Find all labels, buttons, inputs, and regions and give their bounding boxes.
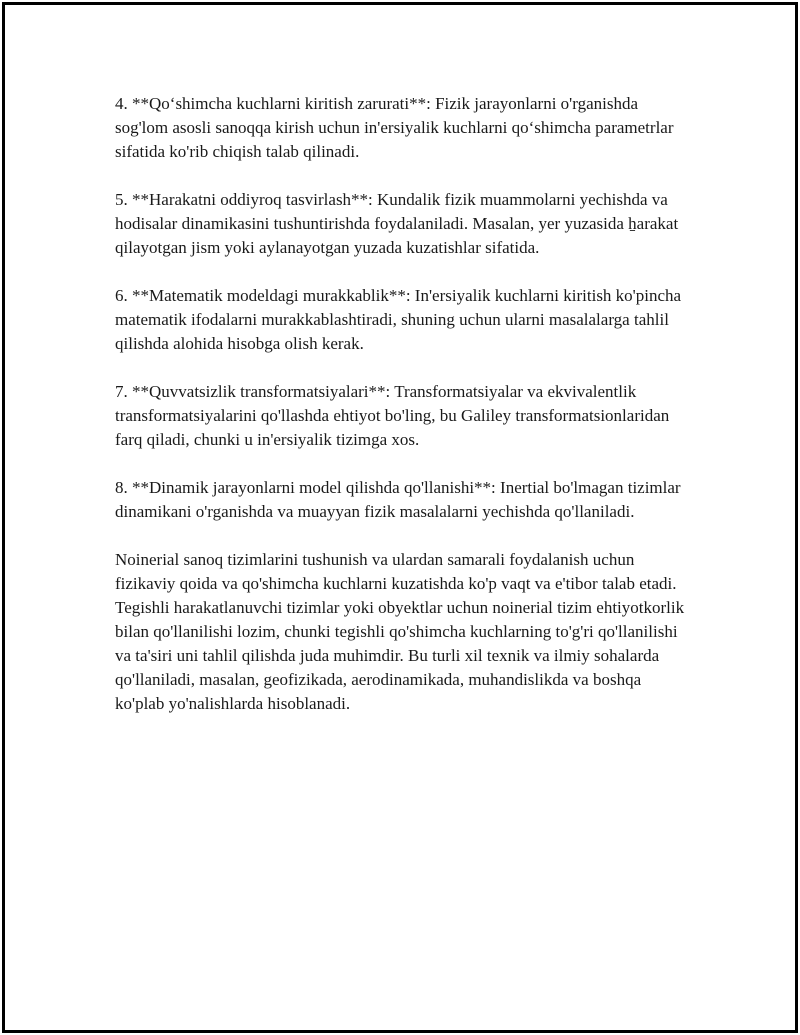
document-body <box>115 92 685 740</box>
paragraph-item-5: 5. **Harakatni oddiyroq tasvirlash**: Kundalik fizik muammolarni yechishda va hodisalar dinamikasini tushuntirishda foydalaniladi. Masalan, yer yuzasida ẖarakat qilayotgan jism yoki aylanayotgan yuzada kuzatishlar sifatida. <box>115 190 679 257</box>
paragraph-item-4: 4. **Qo‘shimcha kuchlarni kiritish zarurati**: Fizik jarayonlarni o'rganishda sog'lom asosli sanoqqa kirish uchun in'ersiyalik kuchlarni qo‘shimcha parametrlar sifatida ko'rib chiqish talab qilinadi. <box>115 94 674 161</box>
paragraph-item-8: 8. **Dinamik jarayonlarni model qilishda qo'llanishi**: Inertial bo'lmagan tizimlar dinamikani o'rganishda va muayyan fizik masalalarni yechishda qo'llaniladi. <box>115 478 681 521</box>
paragraph-item-6: 6. **Matematik modeldagi murakkablik**: In'ersiyalik kuchlarni kiritish ko'pincha matematik ifodalarni murakkablashtiradi, shuning uchun ularni masalalarga tahlil qilishda alohida hisobga olish kerak. <box>115 286 682 353</box>
paragraph-summary: Noinerial sanoq tizimlarini tushunish va ulardan samarali foydalanish uchun fizikaviy qoida va qo'shimcha kuchlarni kuzatishda ko'p vaqt va e'tibor talab etadi. Tegishli harakatlanuvchi tizimlar yoki obyektlar uchun noinerial tizim ehtiyotkorlik bilan qo'llanilishi lozim, chunki tegishli qo'shimcha kuchlarning to'g'ri qo'llanilishi va ta'siri uni tahlil qilishda juda muhimdir. Bu turli xil texnik va ilmiy sohalarda qo'llaniladi, masalan, geofizikada, aerodinamikada, muhandislikda va boshqa ko'plab yo'nalishlarda hisoblanadi. <box>115 550 685 713</box>
paragraph-item-7: 7. **Quvvatsizlik transformatsiyalari**: Transformatsiyalar va ekvivalentlik transformatsiyalarini qo'llashda ehtiyot bo'ling, bu Galiley transformatsionlaridan farq qiladi, chunki u in'ersiyalik tizimga xos. <box>115 382 670 449</box>
